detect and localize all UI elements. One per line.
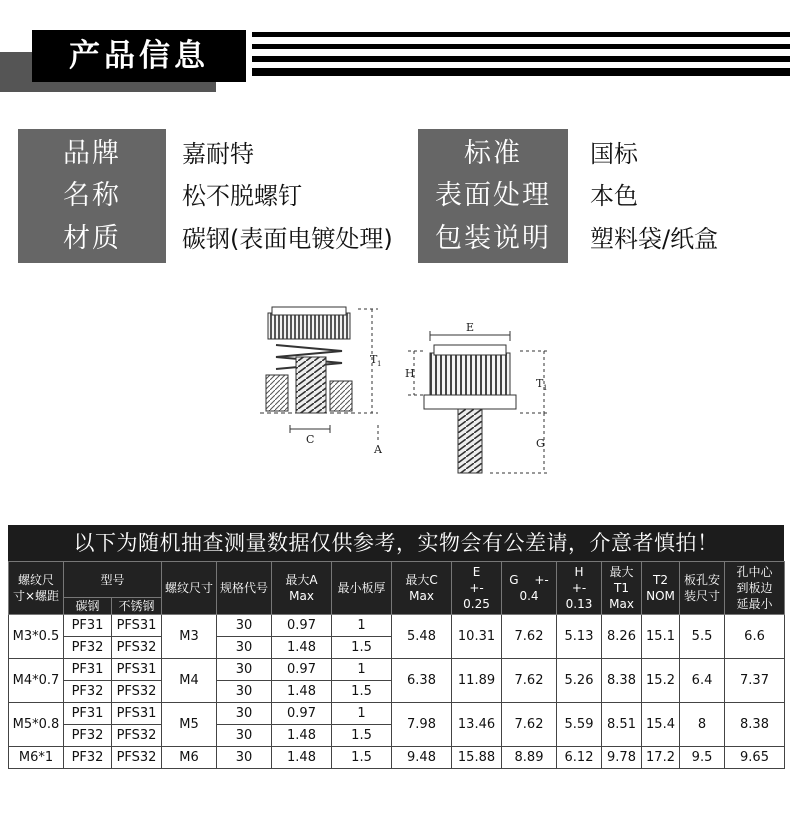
table-cell: 8.26 [602, 615, 642, 659]
table-cell: PF31 [64, 659, 112, 681]
table-cell: 13.46 [452, 703, 502, 747]
label-e: E [466, 321, 475, 334]
section-title: 产品信息 [32, 30, 246, 82]
table-cell: 6.38 [392, 659, 452, 703]
table-cell: 30 [217, 747, 272, 769]
th-stainless: 不锈钢 [112, 598, 162, 615]
table-cell: 0.97 [272, 659, 332, 681]
table-cell: 6.4 [680, 659, 725, 703]
packaging-label: 包装说明 [435, 223, 551, 254]
table-cell: M3 [162, 615, 217, 659]
th-max-c: 最大C Max [392, 562, 452, 615]
table-cell: 9.5 [680, 747, 725, 769]
standard-value: 国标 [590, 140, 638, 168]
table-cell: 1.5 [332, 747, 392, 769]
table-cell: 6.6 [725, 615, 785, 659]
label-c: C [306, 433, 315, 446]
table-cell: 30 [217, 615, 272, 637]
table-cell: 1.48 [272, 681, 332, 703]
table-cell: 1.5 [332, 725, 392, 747]
th-h: H +- 0.13 [557, 562, 602, 615]
table-cell: 7.62 [502, 615, 557, 659]
table-cell: 1.5 [332, 681, 392, 703]
table-cell: 9.65 [725, 747, 785, 769]
measurement-table [8, 561, 785, 769]
brand-value: 嘉耐特 [182, 140, 254, 168]
standard-label: 标准 [464, 138, 522, 169]
table-cell: 5.59 [557, 703, 602, 747]
table-cell: 7.37 [725, 659, 785, 703]
th-min-plate: 最小板厚 [332, 562, 392, 615]
table-cell: M6*1 [9, 747, 64, 769]
table-cell: PF31 [64, 615, 112, 637]
label-t1-right-sub: 1 [543, 384, 548, 392]
section-view [260, 307, 383, 456]
table-cell: 9.78 [602, 747, 642, 769]
label-a: A [374, 443, 382, 456]
th-thread: 螺纹尺 寸×螺距 [9, 562, 64, 615]
table-cell: PF32 [64, 637, 112, 659]
th-t1: 最大 T1 Max [602, 562, 642, 615]
surface-label: 表面处理 [435, 180, 551, 211]
table-cell: 30 [217, 681, 272, 703]
material-label: 材质 [63, 223, 121, 254]
table-cell: 5.48 [392, 615, 452, 659]
label-t1-left-sub: 1 [377, 360, 382, 368]
th-g: G +- 0.4 [502, 562, 557, 615]
packaging-value: 塑料袋/纸盒 [590, 225, 719, 253]
brand-label: 品牌 [63, 138, 121, 169]
table-cell: M5 [162, 703, 217, 747]
table-disclaimer-title: 以下为随机抽查测量数据仅供参考，实物会有公差请，介意者慎拍！ [8, 525, 784, 561]
table-cell: 8 [680, 703, 725, 747]
table-cell: 15.4 [642, 703, 680, 747]
measurement-table-section [8, 525, 784, 769]
th-hole: 板孔安 装尺寸 [680, 562, 725, 615]
th-max-a: 最大A Max [272, 562, 332, 615]
table-cell: 0.97 [272, 615, 332, 637]
table-cell: M5*0.8 [9, 703, 64, 747]
table-cell: 5.5 [680, 615, 725, 659]
label-h: H [405, 367, 415, 380]
table-cell: 8.38 [602, 659, 642, 703]
table-cell: PF31 [64, 703, 112, 725]
table-cell: 15.2 [642, 659, 680, 703]
table-cell: 5.26 [557, 659, 602, 703]
th-spec-code: 规格代号 [217, 562, 272, 615]
table-cell: 30 [217, 725, 272, 747]
table-cell: 15.88 [452, 747, 502, 769]
table-cell: 0.97 [272, 703, 332, 725]
table-cell: 1.48 [272, 747, 332, 769]
table-row [9, 703, 785, 725]
table-cell: 9.48 [392, 747, 452, 769]
label-t1-left: T [370, 353, 378, 366]
material-value: 碳钢(表面电镀处理) [182, 225, 393, 253]
table-cell: 1.48 [272, 637, 332, 659]
th-center: 孔中心 到板边 延最小 [725, 562, 785, 615]
table-cell: PFS32 [112, 637, 162, 659]
table-cell: PFS32 [112, 681, 162, 703]
th-model: 型号 [64, 562, 162, 598]
table-cell: M6 [162, 747, 217, 769]
table-cell: PF32 [64, 725, 112, 747]
table-cell: PFS32 [112, 747, 162, 769]
table-cell: 1 [332, 615, 392, 637]
table-cell: 6.12 [557, 747, 602, 769]
table-cell: 30 [217, 659, 272, 681]
th-e: E +- 0.25 [452, 562, 502, 615]
table-cell: 1 [332, 659, 392, 681]
table-cell: 17.2 [642, 747, 680, 769]
table-cell: PFS31 [112, 659, 162, 681]
table-cell: 8.38 [725, 703, 785, 747]
table-cell: PFS31 [112, 703, 162, 725]
label-g: G [536, 437, 545, 450]
table-cell: M4*0.7 [9, 659, 64, 703]
th-thread-size: 螺纹尺寸 [162, 562, 217, 615]
table-cell: 5.13 [557, 615, 602, 659]
table-cell: 7.62 [502, 659, 557, 703]
table-cell: 11.89 [452, 659, 502, 703]
name-label: 名称 [63, 180, 121, 211]
table-row [9, 615, 785, 637]
table-cell: 1.5 [332, 637, 392, 659]
table-row [9, 659, 785, 681]
table-row [9, 747, 785, 769]
th-t2: T2 NOM [642, 562, 680, 615]
side-view [405, 321, 550, 473]
name-value: 松不脱螺钉 [182, 182, 302, 210]
table-cell: 7.98 [392, 703, 452, 747]
screw-technical-drawing [250, 295, 560, 480]
table-cell: PFS31 [112, 615, 162, 637]
table-cell: 30 [217, 637, 272, 659]
table-cell: 30 [217, 703, 272, 725]
table-cell: PF32 [64, 681, 112, 703]
table-cell: PFS32 [112, 725, 162, 747]
table-cell: 8.51 [602, 703, 642, 747]
table-cell: M3*0.5 [9, 615, 64, 659]
table-cell: 10.31 [452, 615, 502, 659]
table-cell: 1.48 [272, 725, 332, 747]
th-carbon: 碳钢 [64, 598, 112, 615]
table-cell: 1 [332, 703, 392, 725]
table-cell: M4 [162, 659, 217, 703]
label-t1-right: T [536, 377, 544, 390]
table-cell: PF32 [64, 747, 112, 769]
surface-value: 本色 [590, 182, 638, 210]
table-cell: 15.1 [642, 615, 680, 659]
table-cell: 8.89 [502, 747, 557, 769]
table-cell: 7.62 [502, 703, 557, 747]
